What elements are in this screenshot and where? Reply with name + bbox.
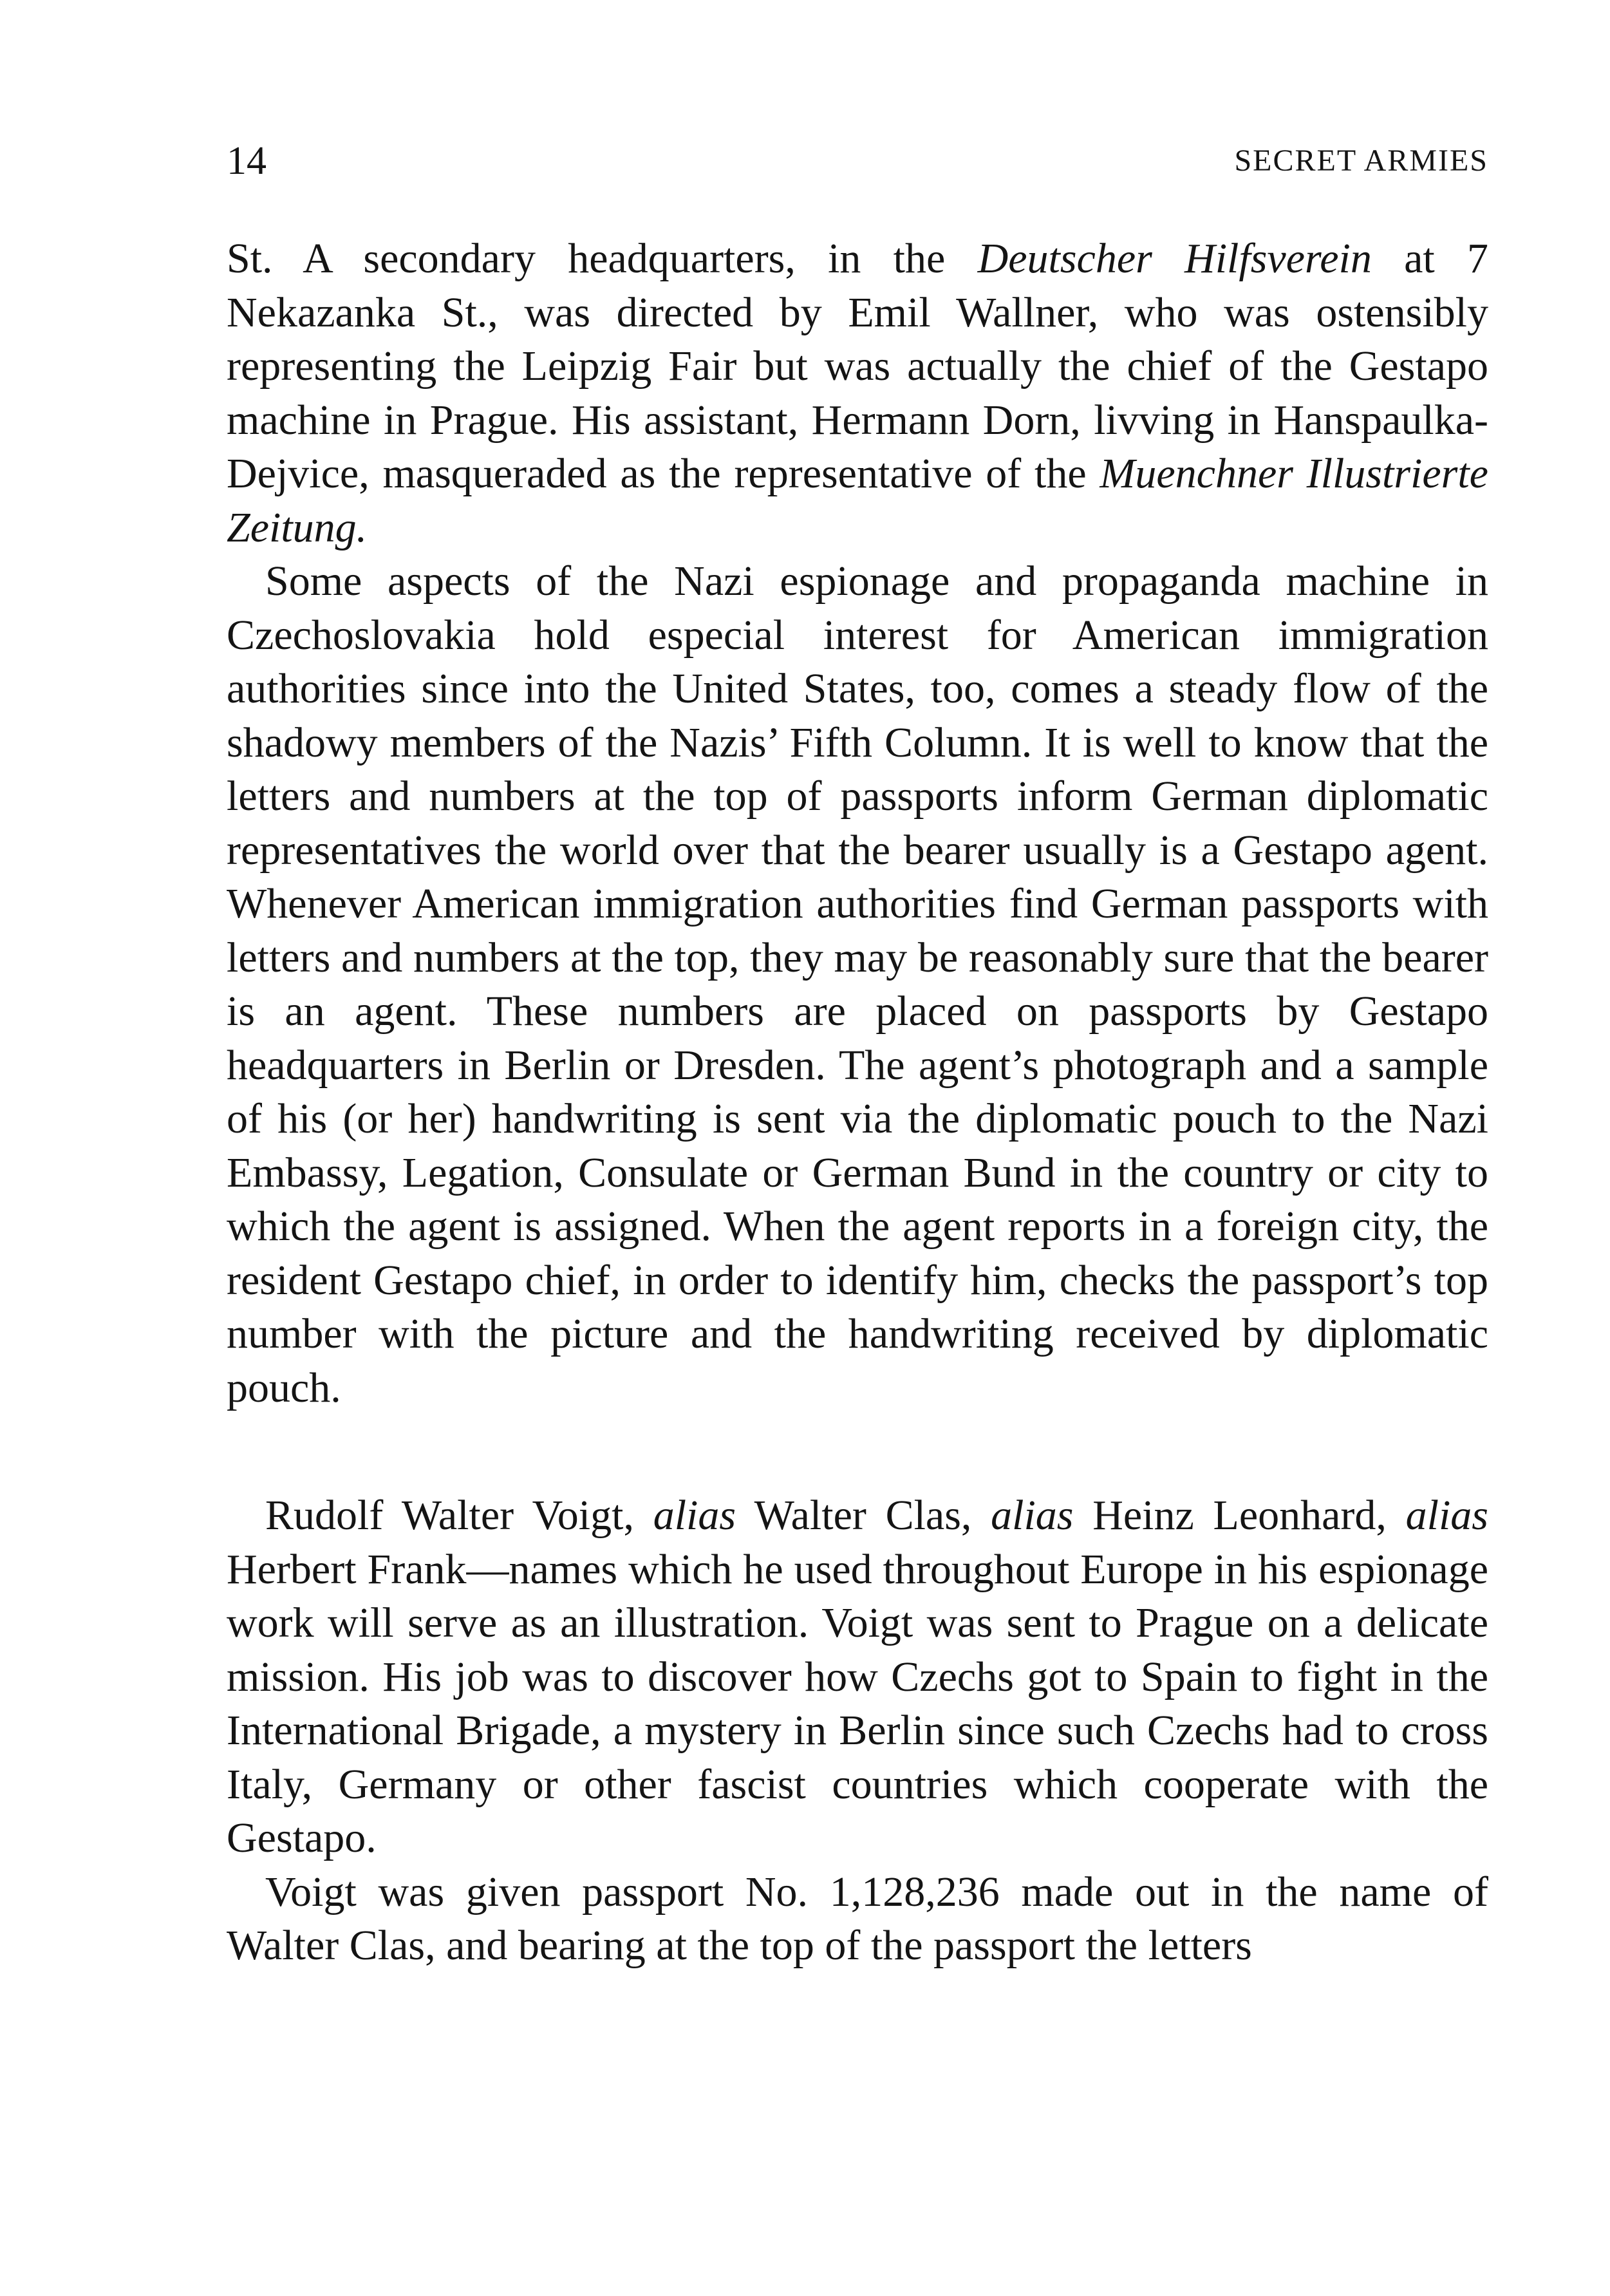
running-title: SECRET ARMIES (1234, 144, 1488, 178)
italic-text-span: alias (653, 1492, 736, 1539)
paragraph-continuation (227, 232, 1488, 554)
text-span: at 7 Nekazanka St., was directed by Emil Wallner, who was ostensibly representing the Leipzig Fair but was actually the chief of the Gestapo machine in Prague. His assistant, Hermann Dorn, livving in Hanspaulka-Dejvice, masqueraded as the representative of the (227, 235, 1488, 497)
text-span: Voigt was given passport No. 1,128,236 made out in the name of Walter Clas, and bearing at the top of the passport the letters (227, 1868, 1488, 1969)
italic-text-span: alias (1405, 1492, 1488, 1539)
page-number: 14 (227, 139, 267, 183)
italic-text-span: Muenchner Illustrierte Zeitung. (227, 450, 1488, 551)
italic-text-span: alias (991, 1492, 1074, 1539)
text-span: Herbert Frank—names which he used throughout Europe in his espionage work will serve as an illustration. Voigt was sent to Prague on a delicate mission. His job was to discover how Czechs got to Spain to fight in the International Brigade, a mystery in Berlin since such Czechs had to cross Italy, Germany or other fascist countries which cooperate with the Gestapo. (227, 1545, 1488, 1861)
text-span: Heinz Leonhard, (1073, 1492, 1406, 1539)
body-text (227, 232, 1488, 1973)
text-span: Some aspects of the Nazi espionage and propaganda machine in Czechoslovakia hold especial interest for American immigration authorities since into the United States, too, comes a steady flow of the shadowy members of the Nazis’ Fifth Column. It is well to know that the letters and numbers at the top of passports inform German diplomatic representatives the world over that the bearer usually is a Gestapo agent. Whenever American immigration authorities find German passports with letters and numbers at the top, they may be reasonably sure that the bearer is an agent. These numbers are placed on passports by Gestapo headquarters in Berlin or Dresden. The agent’s photograph and a sample of his (or her) handwriting is sent via the diplomatic pouch to the Nazi Embassy, Legation, Consulate or German Bund in the country or city to which the agent is assigned. When the agent reports in a foreign city, the resident Gestapo chief, in order to identify him, checks the passport’s top number with the picture and the handwriting received by diplomatic pouch. (227, 558, 1488, 1411)
text-span: St. A secondary headquarters, in the (227, 235, 978, 282)
paragraph-passports (227, 554, 1488, 1415)
paragraph-passport-number (227, 1865, 1488, 1973)
text-span: Rudolf Walter Voigt, (265, 1492, 653, 1539)
text-span: Walter Clas, (736, 1492, 991, 1539)
italic-text-span: Deutscher Hilfsverein (977, 235, 1372, 282)
paragraph-voigt (227, 1489, 1488, 1865)
page-header (227, 132, 1488, 190)
